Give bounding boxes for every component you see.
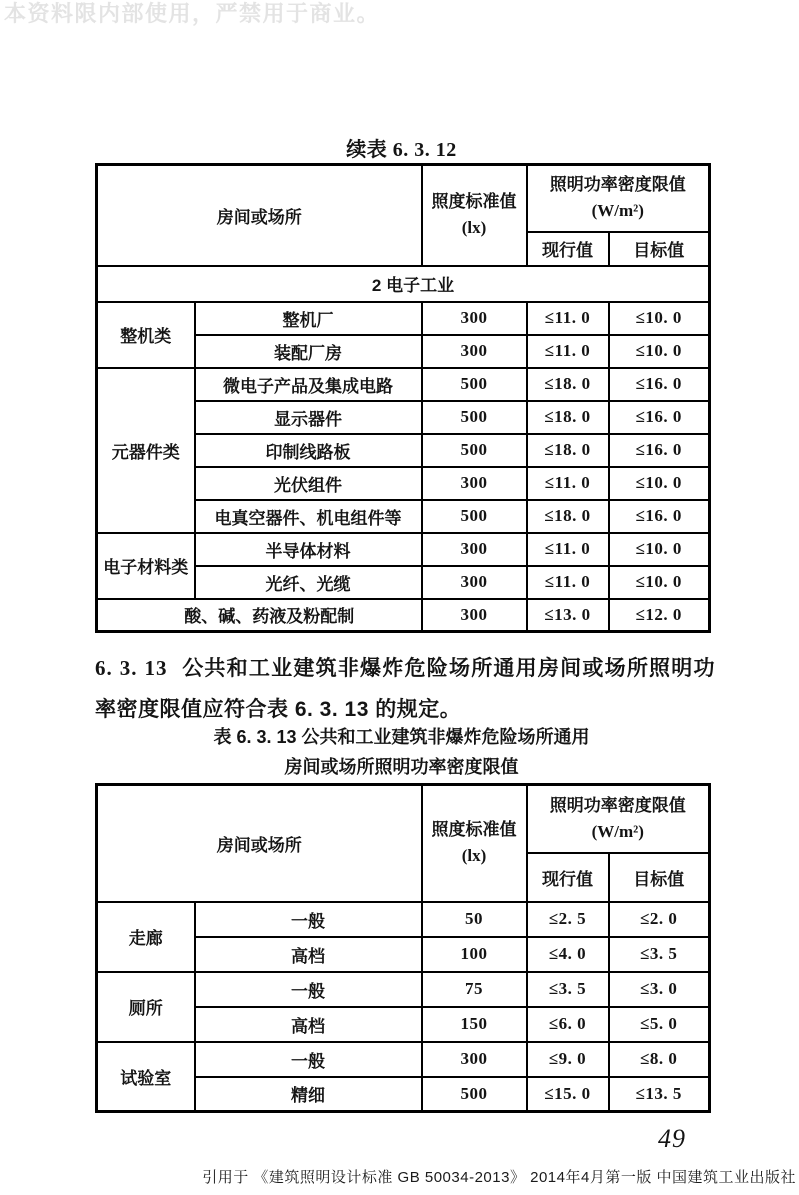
cell-target-value: ≤10. 0	[609, 467, 710, 500]
header-illuminance-label: 照度标准值	[431, 820, 517, 840]
cell-current-value: ≤11. 0	[527, 302, 609, 335]
header-illuminance-unit: (lx)	[461, 846, 487, 866]
footer-citation: 引用于 《建筑照明设计标准 GB 50034-2013》 2014年4月第一版 中国建筑工业出版社	[202, 1169, 796, 1186]
cell-illuminance: 300	[422, 467, 527, 500]
table-row	[97, 368, 710, 401]
cell-current-value: ≤2. 5	[527, 902, 609, 937]
header-current-value: 现行值	[527, 232, 609, 266]
cell-illuminance: 300	[422, 1042, 527, 1077]
cell-room: 电真空器件、机电组件等	[195, 500, 422, 533]
table-row	[97, 533, 710, 566]
cell-current-value: ≤11. 0	[527, 533, 609, 566]
cell-room: 精细	[195, 1077, 422, 1112]
continued-table-caption: 续表 6. 3. 12	[346, 139, 457, 161]
cell-current-value: ≤11. 0	[527, 467, 609, 500]
cell-target-value: ≤2. 0	[609, 902, 710, 937]
page-number: 49	[658, 1124, 686, 1153]
cell-room: 显示器件	[195, 401, 422, 434]
cell-target-value: ≤3. 5	[609, 937, 710, 972]
cell-target-value: ≤12. 0	[609, 599, 710, 632]
cell-current-value: ≤9. 0	[527, 1042, 609, 1077]
cell-target-value: ≤10. 0	[609, 335, 710, 368]
cell-room: 高档	[195, 1007, 422, 1042]
header-lpd-label: 照明功率密度限值	[549, 795, 686, 815]
cell-category: 电子材料类	[97, 533, 195, 599]
header-lpd	[527, 785, 710, 853]
cell-target-value: ≤5. 0	[609, 1007, 710, 1042]
cell-room: 一般	[195, 1042, 422, 1077]
cell-target-value: ≤10. 0	[609, 533, 710, 566]
header-illuminance-label: 照度标准值	[431, 192, 517, 212]
header-room: 房间或场所	[97, 165, 422, 266]
cell-illuminance: 500	[422, 401, 527, 434]
cell-room: 高档	[195, 937, 422, 972]
cell-illuminance: 500	[422, 434, 527, 467]
cell-current-value: ≤13. 0	[527, 599, 609, 632]
caption-line-1: 表 6. 3. 13 公共和工业建筑非爆炸危险场所通用	[213, 727, 590, 747]
cell-current-value: ≤15. 0	[527, 1077, 609, 1112]
header-illuminance-unit: (lx)	[461, 218, 487, 238]
cell-category: 整机类	[97, 302, 195, 368]
header-illuminance	[422, 785, 527, 902]
cell-illuminance: 150	[422, 1007, 527, 1042]
cell-illuminance: 500	[422, 368, 527, 401]
table-row	[97, 1042, 710, 1077]
cell-target-value: ≤16. 0	[609, 368, 710, 401]
cell-category: 试验室	[97, 1042, 195, 1112]
header-lpd-unit: (W/m²)	[591, 821, 644, 841]
cell-target-value: ≤16. 0	[609, 434, 710, 467]
header-target-value: 目标值	[609, 232, 710, 266]
cell-current-value: ≤18. 0	[527, 434, 609, 467]
clause-number: 6. 3. 13	[95, 656, 168, 680]
header-lpd-label: 照明功率密度限值	[549, 175, 686, 195]
cell-target-value: ≤10. 0	[609, 302, 710, 335]
table-row	[97, 302, 710, 335]
cell-category: 走廊	[97, 902, 195, 972]
cell-current-value: ≤11. 0	[527, 335, 609, 368]
cell-room: 印制线路板	[195, 434, 422, 467]
cell-target-value: ≤16. 0	[609, 401, 710, 434]
cell-illuminance: 300	[422, 566, 527, 599]
cell-illuminance: 75	[422, 972, 527, 1007]
table-header-row	[97, 165, 710, 232]
cell-current-value: ≤4. 0	[527, 937, 609, 972]
cell-room: 光纤、光缆	[195, 566, 422, 599]
cell-room: 微电子产品及集成电路	[195, 368, 422, 401]
cell-current-value: ≤18. 0	[527, 368, 609, 401]
table-row	[97, 972, 710, 1007]
cell-room: 酸、碱、药液及粉配制	[97, 599, 422, 632]
cell-room: 一般	[195, 902, 422, 937]
cell-category: 元器件类	[97, 368, 195, 533]
table-6-3-13	[95, 783, 711, 1113]
header-current-value: 现行值	[527, 853, 609, 902]
header-target-value: 目标值	[609, 853, 710, 902]
header-room: 房间或场所	[97, 785, 422, 902]
clause-text: 公共和工业建筑非爆炸危险场所通用房间或场所照明功率密度限值应符合表 6. 3. 13 的规定。	[95, 657, 716, 721]
table-row	[97, 902, 710, 937]
cell-illuminance: 300	[422, 302, 527, 335]
cell-current-value: ≤18. 0	[527, 401, 609, 434]
cell-illuminance: 500	[422, 500, 527, 533]
cell-illuminance: 300	[422, 533, 527, 566]
clause-6-3-13	[95, 648, 715, 730]
cell-current-value: ≤3. 5	[527, 972, 609, 1007]
cell-current-value: ≤11. 0	[527, 566, 609, 599]
section-label: 2 电子工业	[97, 266, 710, 302]
header-illuminance	[422, 165, 527, 266]
table-6-3-13-caption	[95, 722, 708, 782]
caption-line-2: 房间或场所照明功率密度限值	[284, 757, 519, 777]
cell-target-value: ≤10. 0	[609, 566, 710, 599]
cell-illuminance: 100	[422, 937, 527, 972]
cell-room: 一般	[195, 972, 422, 1007]
table-row	[97, 599, 710, 632]
header-lpd-unit: (W/m²)	[591, 201, 644, 221]
cell-category: 厕所	[97, 972, 195, 1042]
header-lpd	[527, 165, 710, 232]
cell-target-value: ≤3. 0	[609, 972, 710, 1007]
cell-target-value: ≤16. 0	[609, 500, 710, 533]
table-header-row	[97, 785, 710, 853]
cell-room: 半导体材料	[195, 533, 422, 566]
cell-target-value: ≤13. 5	[609, 1077, 710, 1112]
watermark-text: 本资料限内部使用，严禁用于商业。	[4, 1, 381, 26]
cell-illuminance: 300	[422, 599, 527, 632]
cell-current-value: ≤18. 0	[527, 500, 609, 533]
section-row	[97, 266, 710, 302]
cell-room: 整机厂	[195, 302, 422, 335]
cell-room: 装配厂房	[195, 335, 422, 368]
cell-illuminance: 300	[422, 335, 527, 368]
cell-illuminance: 500	[422, 1077, 527, 1112]
continued-table-6-3-12	[95, 163, 711, 633]
cell-illuminance: 50	[422, 902, 527, 937]
cell-target-value: ≤8. 0	[609, 1042, 710, 1077]
cell-room: 光伏组件	[195, 467, 422, 500]
cell-current-value: ≤6. 0	[527, 1007, 609, 1042]
